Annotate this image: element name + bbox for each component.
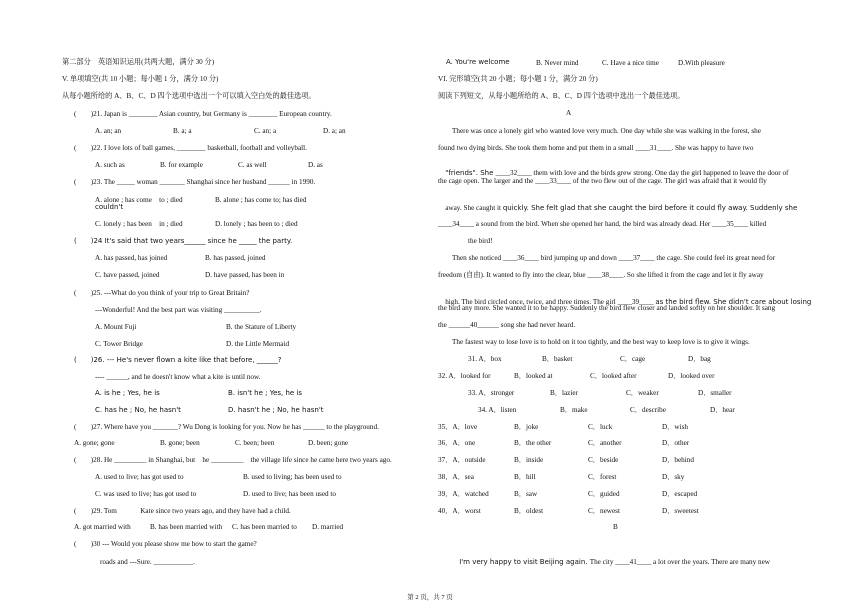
passage-line-9: freedom (自由). It wanted to fly into the clear, blue ____38____. So she lifted it from the cage and let it fly away bbox=[438, 271, 764, 279]
choice-32d: D．looked over bbox=[668, 372, 715, 380]
question-30: ( )30 --- Would you please show me how to start the game? bbox=[74, 540, 257, 548]
option-24a: A. has passed, has joined bbox=[95, 254, 168, 262]
passage-b-line-1 bbox=[452, 547, 770, 577]
question-26: ( )26. --- He's never flown a kite like that before, ______? bbox=[74, 356, 282, 364]
passage-line-2: found two dying birds. She took them home and put them in a small ____31____. She was happy to have two bbox=[438, 144, 754, 152]
option-21b: B. a; a bbox=[173, 127, 192, 135]
choice-31a: 31. A．box bbox=[468, 355, 502, 363]
option-23c: C. lonely ; has been in ; died bbox=[95, 220, 183, 228]
passage-line-11: the bird any more. She wanted it to be happy. Suddenly the bird flew closer and landed softly on her shoulder. It sang bbox=[438, 304, 776, 312]
option-22c: C. as well bbox=[238, 161, 267, 169]
option-27d: D. been; gone bbox=[308, 439, 349, 447]
choice-40b: B．oldest bbox=[514, 507, 544, 515]
page-footer: 第 2 页，共 7 页 bbox=[407, 594, 453, 601]
question-22: ( )22. I love lots of ball games, ________ basketball, football and volleyball. bbox=[74, 144, 307, 152]
choice-31c: C．cage bbox=[620, 355, 646, 363]
option-27b: B. gone; been bbox=[160, 439, 200, 447]
option-25a: A. Mount Fuji bbox=[95, 323, 137, 331]
choice-36a: 36．A．one bbox=[438, 439, 476, 447]
handwritten-line-10: as the bird flew. She didn't care about losing bbox=[655, 298, 812, 306]
option-28a: A. used to live; has got used to bbox=[95, 473, 184, 481]
option-23b: B. alone ; has come to; has died bbox=[215, 196, 307, 204]
choice-32b: B．looked at bbox=[514, 372, 553, 380]
passage-line-3-rest: ____32____ them with love and the birds grew strong. One day the girl happened to leave the door of bbox=[495, 169, 789, 177]
handwritten-passage-b: I'm very happy to visit Beijing again. bbox=[459, 558, 590, 566]
handwritten-note: couldn't bbox=[95, 203, 124, 211]
question-23: ( )23. The _____ woman _______ Shanghai since her husband ______ in 1990. bbox=[74, 178, 316, 186]
question-29: ( )29. Tom Kate since two years ago, and they have had a child. bbox=[74, 507, 291, 515]
option-21d: D. a; an bbox=[323, 127, 346, 135]
choice-39b: B．saw bbox=[514, 490, 538, 498]
choice-35b: B．joke bbox=[514, 423, 539, 431]
option-30a: A. You're welcome bbox=[446, 58, 510, 66]
choice-37a: 37．A．outside bbox=[438, 456, 486, 464]
passage-line-7: the bird! bbox=[468, 237, 493, 245]
passage-line-10-start: high. The bird circled once, twice, and three times. The girl ____39____ bbox=[445, 298, 656, 306]
option-24b: B. has passed, joined bbox=[205, 254, 266, 262]
section-heading: 第二部分 英语知识运用(共两大题，满分 30 分) bbox=[62, 58, 215, 66]
question-30-reply: roads and ---Sure. ___________. bbox=[100, 558, 195, 566]
passage-line-6: ____34____ a sound from the bird. When she opened her hand, the bird was already dead. Her ____35____ killed bbox=[438, 220, 767, 228]
option-26c: C. has he ; No, he hasn't bbox=[95, 406, 181, 414]
passage-line-8: Then she noticed ____36____ bird jumping up and down ____37____ the cage. She could feel its great need for bbox=[452, 254, 776, 262]
option-24c: C. have passed, joined bbox=[95, 271, 160, 279]
part6-title: VI. 完形填空(共 20 小题；每小题 1 分，满分 20 分) bbox=[438, 75, 598, 83]
choice-40d: D．sweetest bbox=[662, 507, 699, 515]
part5-instructions: 从每小题所给的 A、B、C、D 四个选项中选出一个可以填入空白处的最佳选项。 bbox=[62, 92, 316, 100]
option-26d: D. hasn't he ; No, he hasn't bbox=[228, 406, 324, 414]
option-29a: A. got married with bbox=[74, 523, 131, 531]
choice-31b: B．basket bbox=[542, 355, 573, 363]
passage-line-5-start: away. She caught it bbox=[445, 204, 503, 212]
question-28: ( )28. He _________ in Shanghai, but he _________ the village life since he came here two years ago. bbox=[74, 456, 392, 464]
question-27: ( )27. Where have you _______? Wu Dong is looking for you. Now he has ______ to the playground. bbox=[74, 423, 379, 431]
option-25d: D. the Little Mermaid bbox=[226, 340, 290, 348]
option-30b: B. Never mind bbox=[536, 59, 579, 67]
passage-line-4: the cage open. The larger and the ____33____ of the two flew out of the cage. The girl was afraid that it would fly bbox=[438, 177, 767, 185]
option-29d: D. married bbox=[312, 523, 344, 531]
option-26a: A. is he ; Yes, he is bbox=[95, 389, 160, 397]
passage-a-label: A bbox=[566, 109, 572, 117]
handwritten-line-5: quickly. She felt glad that she caught the bird before it could fly away. Suddenly she bbox=[502, 204, 798, 212]
choice-39c: C．guided bbox=[588, 490, 620, 498]
option-21c: C. an; a bbox=[254, 127, 277, 135]
option-27a: A. gone; gone bbox=[74, 439, 115, 447]
choice-38d: D．sky bbox=[662, 473, 685, 481]
part6-instructions: 阅读下列短文，从每小题所给的 A、B、C、D 四个选项中选出一个最佳选项。 bbox=[438, 92, 685, 100]
passage-line-13: The fastest way to lose love is to hold on it too tightly, and the best way to keep love is to give it wings. bbox=[452, 338, 750, 346]
choice-38b: B．hill bbox=[514, 473, 536, 481]
option-25c: C. Tower Bridge bbox=[95, 340, 143, 348]
choice-34b: B．make bbox=[560, 406, 588, 414]
part5-title: V. 单项填空(共 10 小题；每小题 1 分，满分 10 分) bbox=[62, 75, 219, 83]
choice-34d: D．hear bbox=[710, 406, 735, 414]
passage-line-12: the ______40______ song she had never heard. bbox=[438, 321, 576, 329]
passage-b-line-1-rest: The city ____41____ a lot over the years. There are many new bbox=[589, 558, 770, 566]
option-23a: A. alone ; has come to ; died bbox=[95, 196, 183, 204]
question-25: ( )25. ---What do you think of your trip to Great Britain? bbox=[74, 289, 250, 297]
option-22a: A. such as bbox=[95, 161, 125, 169]
choice-33a: 33. A．stronger bbox=[468, 389, 515, 397]
choice-32c: C．looked after bbox=[590, 372, 637, 380]
choice-33b: B．lazier bbox=[550, 389, 578, 397]
choice-37b: B．inside bbox=[514, 456, 544, 464]
passage-b-label: B bbox=[613, 523, 618, 531]
option-24d: D. have passed, has been in bbox=[205, 271, 285, 279]
option-30c: C. Have a nice time bbox=[602, 59, 659, 67]
choice-34c: C．describe bbox=[630, 406, 666, 414]
choice-39a: 39．A．watched bbox=[438, 490, 489, 498]
question-26-reply: ---- ______, and he doesn't know what a kite is until now. bbox=[95, 373, 261, 381]
choice-36b: B．the other bbox=[514, 439, 552, 447]
choice-32a: 32. A．looked for bbox=[438, 372, 491, 380]
option-23d: D. lonely ; has been to ; died bbox=[215, 220, 298, 228]
choice-35d: D．wish bbox=[662, 423, 688, 431]
option-26b: B. isn't he ; Yes, he is bbox=[228, 389, 303, 397]
option-30d: D.With pleasure bbox=[678, 59, 725, 67]
choice-38a: 38．A．sea bbox=[438, 473, 474, 481]
option-28d: D. used to live; has been used to bbox=[243, 490, 337, 498]
passage-line-1: There was once a lonely girl who wanted love very much. One day while she was walking in the forest, she bbox=[452, 127, 761, 135]
option-25b: B. the Stature of Liberty bbox=[226, 323, 297, 331]
option-28c: C. was used to live; has got used to bbox=[95, 490, 197, 498]
choice-33c: C．weaker bbox=[626, 389, 659, 397]
option-21a: A. an; an bbox=[95, 127, 122, 135]
choice-33d: D．smaller bbox=[698, 389, 732, 397]
choice-34a: 34. A．listen bbox=[478, 406, 517, 414]
option-22d: D. as bbox=[308, 161, 323, 169]
choice-35c: C．luck bbox=[588, 423, 613, 431]
choice-36c: C．another bbox=[588, 439, 622, 447]
option-29c: C. has been married to bbox=[232, 523, 297, 531]
option-27c: C. been; been bbox=[235, 439, 275, 447]
question-21: ( )21. Japan is ________ Asian country, but Germany is ________ European country. bbox=[74, 110, 332, 118]
option-29b: B. has been married with bbox=[150, 523, 223, 531]
option-28b: B. used to living; has been used to bbox=[243, 473, 342, 481]
choice-40c: C．newest bbox=[588, 507, 620, 515]
choice-31d: D．bag bbox=[688, 355, 711, 363]
choice-39d: D．escaped bbox=[662, 490, 698, 498]
choice-37c: C．beside bbox=[588, 456, 619, 464]
choice-40a: 40．A．worst bbox=[438, 507, 481, 515]
question-24: ( )24 It's said that two years______ since he _____ the party. bbox=[74, 237, 293, 245]
choice-36d: D．other bbox=[662, 439, 690, 447]
question-25-reply: ---Wonderful! And the best part was visiting __________. bbox=[95, 306, 262, 314]
right-column bbox=[430, 0, 860, 609]
choice-37d: D．behind bbox=[662, 456, 694, 464]
choice-38c: C．forest bbox=[588, 473, 617, 481]
option-22b: B. for example bbox=[160, 161, 203, 169]
choice-35a: 35．A．love bbox=[438, 423, 478, 431]
handwritten-friends: "friends". She bbox=[445, 169, 496, 177]
